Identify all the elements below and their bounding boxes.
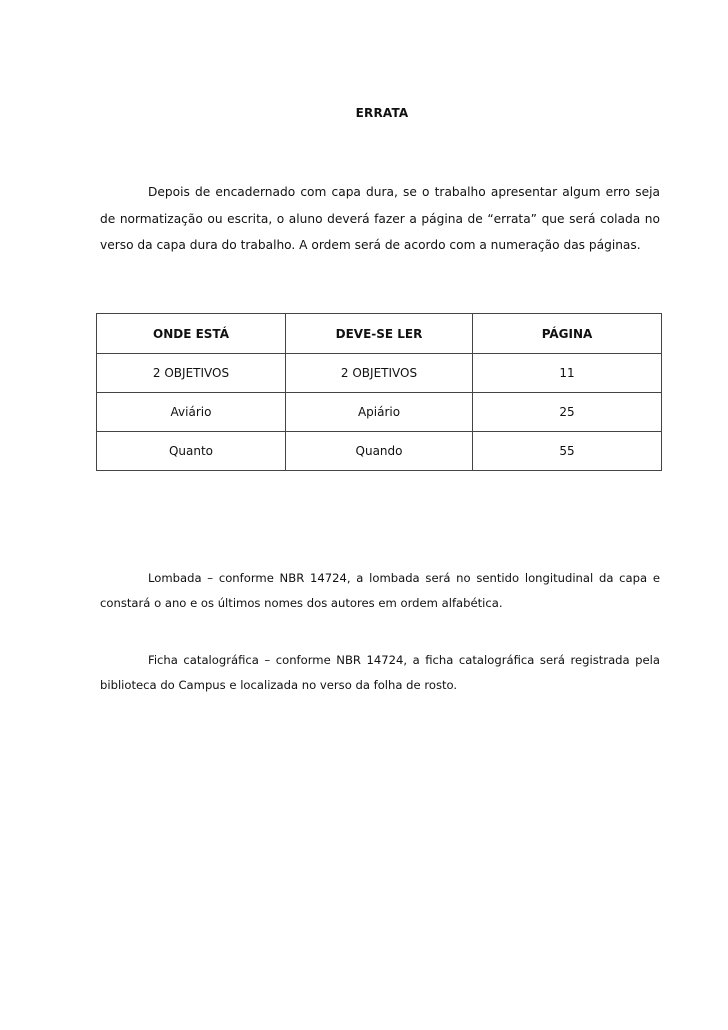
header-onde-esta: ONDE ESTÁ: [97, 314, 286, 354]
table-row: [97, 432, 662, 471]
table-cell: Quanto: [97, 432, 286, 471]
table-cell: Quando: [286, 432, 473, 471]
table-row: [97, 354, 662, 393]
lombada-paragraph: Lombada – conforme NBR 14724, a lombada será no sentido longitudinal da capa e constará o ano e os últimos nomes dos autores em ordem alfabética.: [100, 571, 660, 610]
table-cell: 55: [473, 432, 662, 471]
header-deve-se-ler: DEVE-SE LER: [286, 314, 473, 354]
table-cell: 25: [473, 393, 662, 432]
intro-paragraph: Depois de encadernado com capa dura, se o trabalho apresentar algum erro seja de normatização ou escrita, o aluno deverá fazer a página de “errata” que será colada no verso da capa dura do trabalho. A ordem será de acordo com a numeração das páginas.: [100, 185, 660, 252]
table-cell: 2 OBJETIVOS: [286, 354, 473, 393]
table-cell: Aviário: [97, 393, 286, 432]
page-title: ERRATA: [355, 106, 409, 120]
ficha-catalografica-paragraph: Ficha catalográfica – conforme NBR 14724, a ficha catalográfica será registrada pela biblioteca do Campus e localizada no verso da folha de rosto.: [100, 653, 660, 692]
table-row: [97, 393, 662, 432]
table-cell: Apiário: [286, 393, 473, 432]
errata-table: [96, 313, 662, 471]
header-pagina: PÁGINA: [473, 314, 662, 354]
table-cell: 2 OBJETIVOS: [97, 354, 286, 393]
table-cell: 11: [473, 354, 662, 393]
table-header-row: [97, 314, 662, 354]
